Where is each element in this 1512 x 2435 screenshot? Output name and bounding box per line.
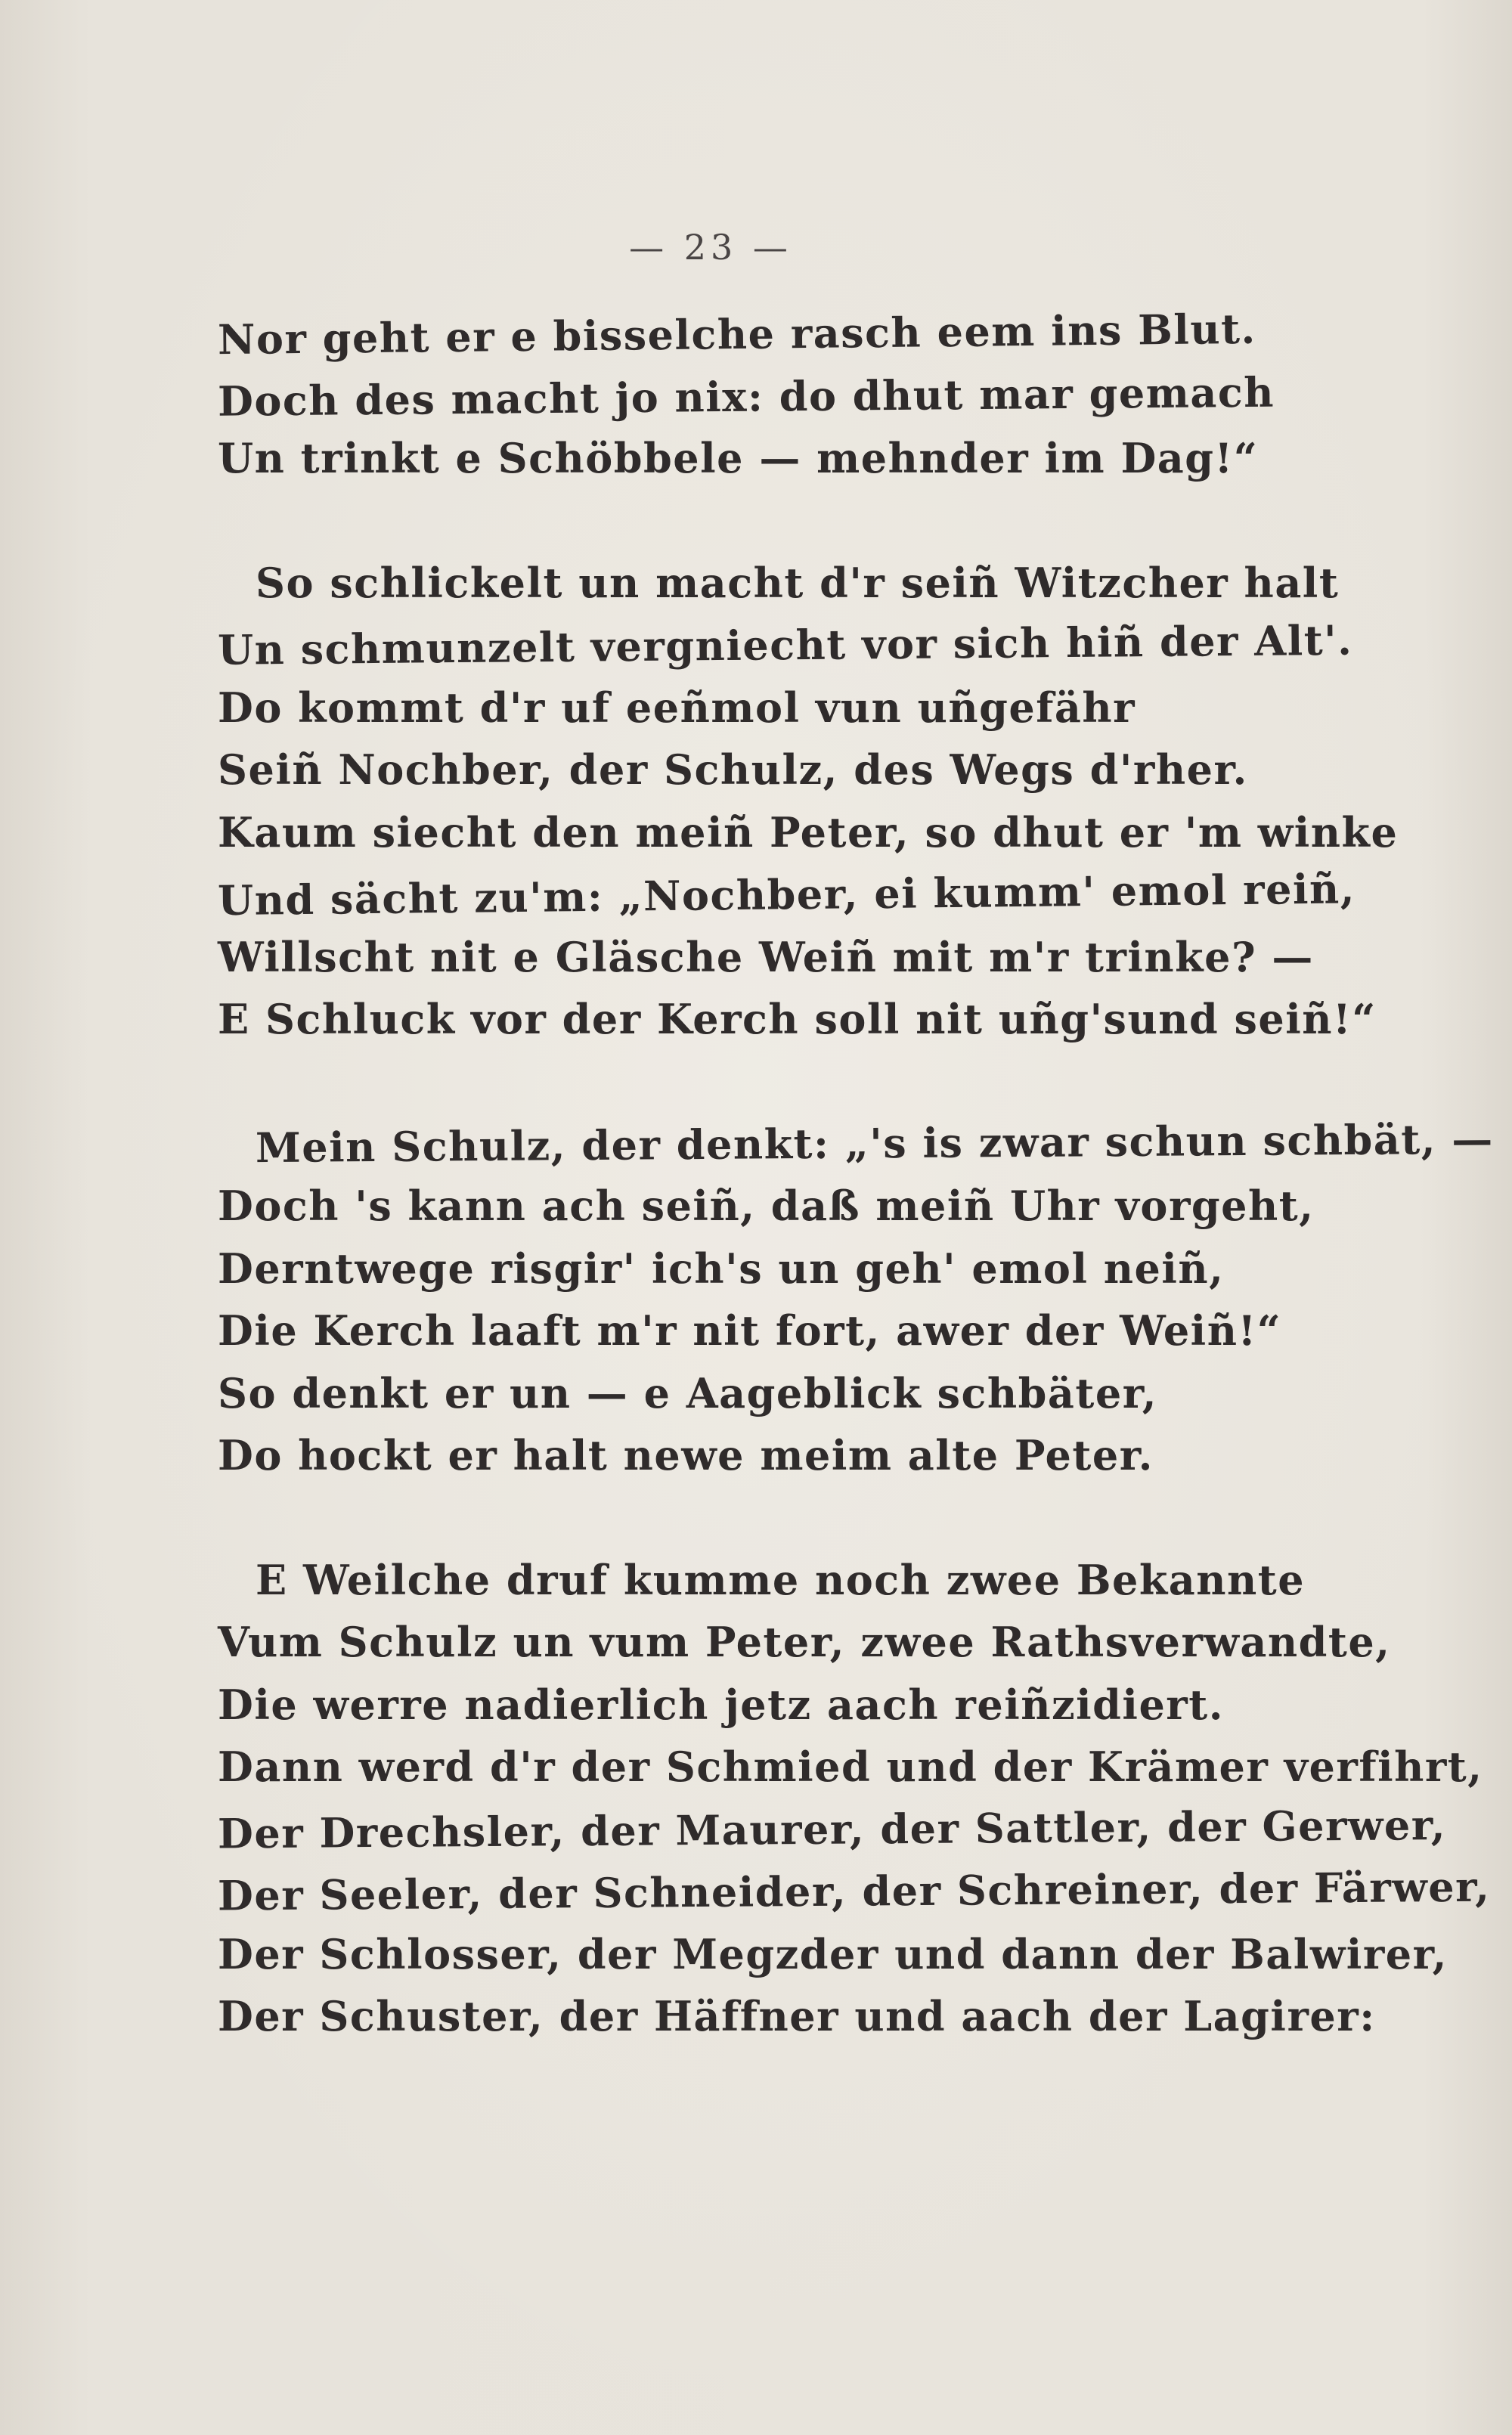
stanza-1 [218,302,1397,490]
poem-line: Der Seeler, der Schneider, der Schreiner, der Färwer, [217,1862,1491,1920]
poem-line: Un trinkt e Schöbbele — mehnder im Dag!“ [218,434,1259,482]
poem-line: Kaum siecht den meiñ Peter, so dhut er 'm winke [218,807,1399,857]
poem-line: Mein Schulz, der denkt: „'s is zwar schun schbät, — [255,1114,1495,1172]
poem-line: Nor geht er e bisselche rasch eem ins Blut. [217,304,1257,364]
poem-line: Derntwege risgir' ich's un geh' emol neiñ, [218,1244,1225,1293]
stanza-4 [217,1549,1491,2048]
poem-line: E Weilche druf kumme noch zwee Bekannte [256,1555,1306,1604]
poem-line: E Schluck vor der Kerch soll nit uñg'sund seiñ!“ [218,995,1377,1043]
poem-line: Doch 's kann ach seiñ, daß meiñ Uhr vorgeht, [218,1182,1315,1230]
poem-line: Und sächt zu'm: „Nochber, ei kumm' emol reiñ, [217,864,1356,925]
poem-line: Der Drechsler, der Maurer, der Sattler, der Gerwer, [217,1800,1447,1857]
poem-line: Der Schuster, der Häffner und aach der Lagirer: [218,1992,1376,2040]
poem-line: Der Schlosser, der Megzder und dann der Balwirer, [218,1929,1448,1978]
poem-line: So denkt er un — e Aageblick schbäter, [218,1368,1158,1417]
poem-line: Seiñ Nochber, der Schulz, des Wegs d'rher. [218,745,1248,794]
poem-line: Willscht nit e Gläsche Weiñ mit m'r trinke? — [218,932,1314,981]
stanza-3 [218,1113,1495,1487]
poem-line: Die werre nadierlich jetz aach reiñzidiert. [218,1680,1224,1729]
poem-line: Do hockt er halt newe meim alte Peter. [218,1431,1154,1479]
poem-line: Doch des macht jo nix: do dhut mar gemach [217,367,1275,426]
poem-line: Un schmunzelt vergniecht vor sich hiñ der Alt'. [217,615,1353,674]
poem-line: Dann werd d'r der Schmied und der Krämer verfihrt, [218,1743,1483,1791]
page-number: — 23 — [629,227,792,268]
poem-line: Vum Schulz un vum Peter, zwee Rathsverwandte, [218,1618,1391,1666]
poem-line: Die Kerch laaft m'r nit fort, awer der Weiñ!“ [218,1306,1282,1355]
stanza-2 [218,552,1397,1051]
poem-line: So schlickelt un macht d'r seiñ Witzcher halt [256,558,1340,607]
poem-line: Do kommt d'r uf eeñmol vun uñgefähr [218,683,1136,732]
poem-text [217,302,1495,2048]
